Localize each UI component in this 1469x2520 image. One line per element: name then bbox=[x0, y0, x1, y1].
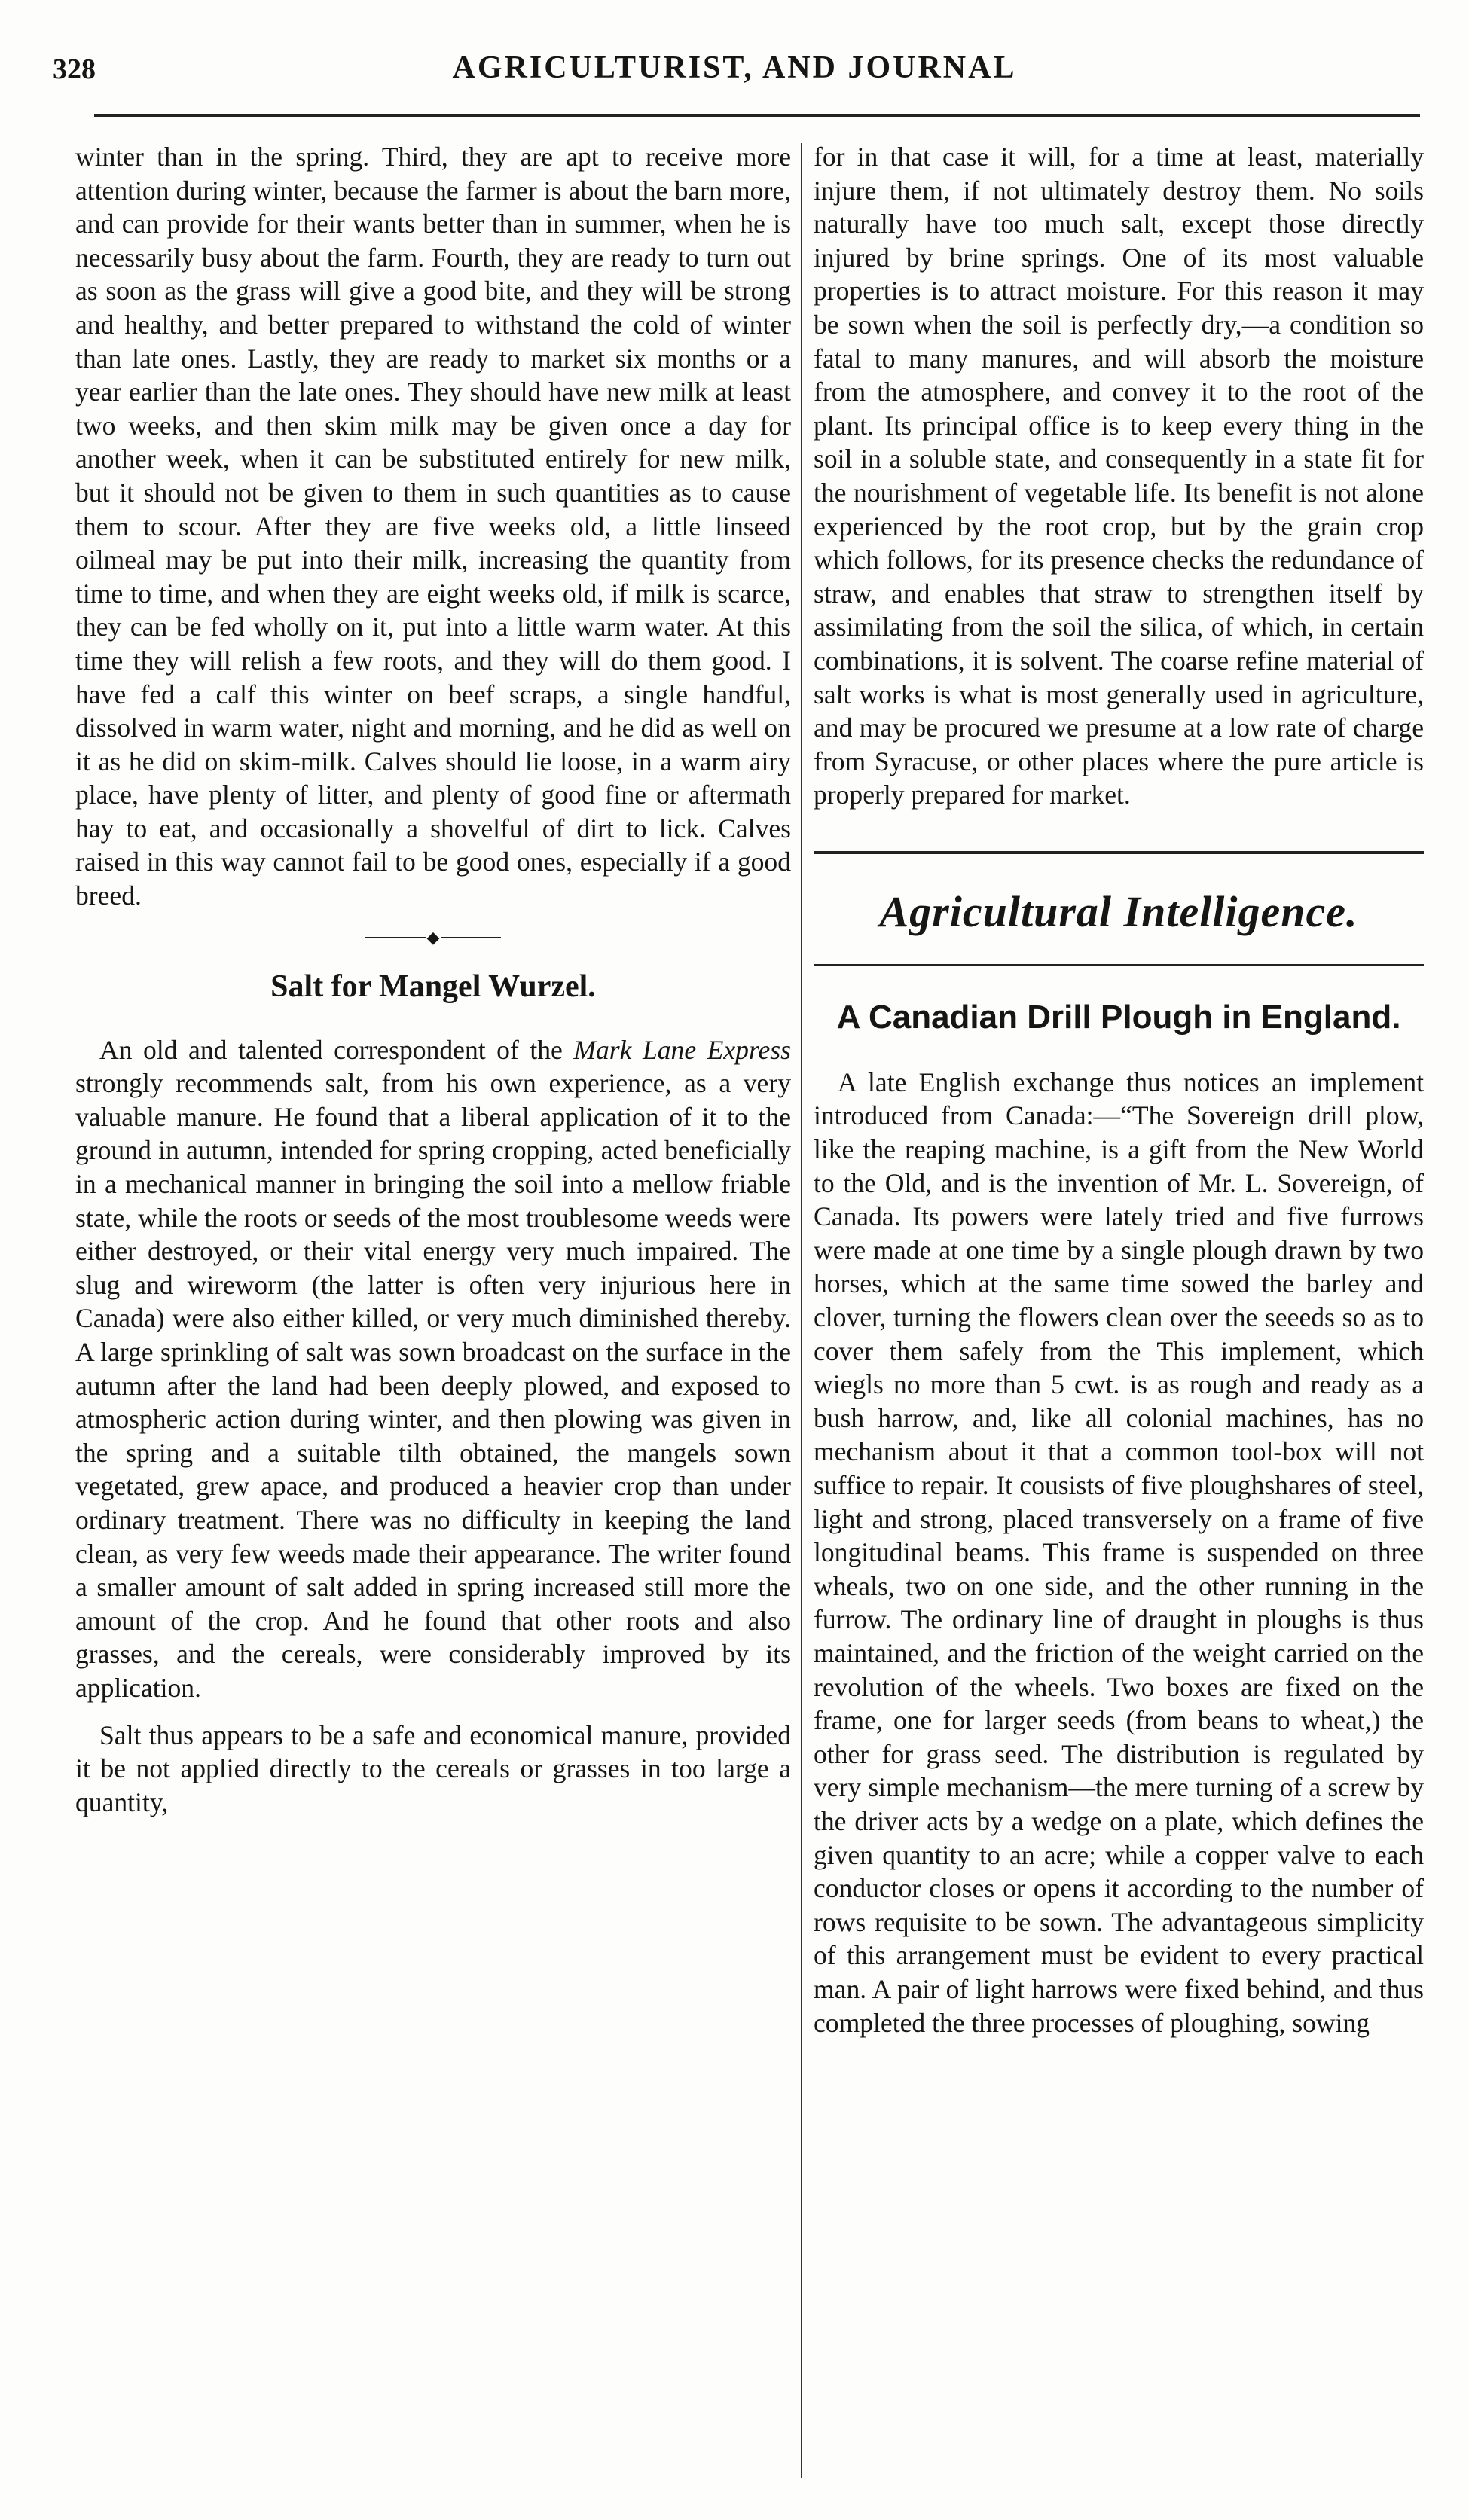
page-number: 328 bbox=[53, 53, 96, 85]
article-title-drill-plough: A Canadian Drill Plough in England. bbox=[836, 998, 1401, 1036]
divider-line-right bbox=[441, 937, 501, 938]
page-header bbox=[53, 47, 1416, 99]
paragraph-salt-conclusion: Salt thus appears to be a safe and economical manure, provided it be not applied directly to the cereals or grasses in too large a quantity, bbox=[75, 1719, 791, 1817]
article-divider bbox=[75, 929, 791, 946]
publication-name: Mark Lane Express bbox=[573, 1034, 791, 1065]
running-title: AGRICULTURIST, AND JOURNAL bbox=[452, 50, 1017, 85]
paragraph-salt-continued: for in that case it will, for a time at least, materially injure them, if not ultimately destroy them. No soils naturally have too much salt, except those directly injured by brine springs. One of its most valuable properties is to attract moisture. For this reason it may be sown when the soil is perfectly dry,—a condition so fatal to many manures, and will absorb the moisture from the atmosphere, and convey it to the root of the plant. Its principal office is to keep every thing in the soil in a soluble state, and consequently in a state fit for the nourishment of vegetable life. Its benefit is not alone experienced by the root crop, but by the grain crop which follows, for its presence checks the redundance of straw, and enables that straw to strengthen itself by assimilating from the soil the silica, of which, in certain combinations, it is solvent. The coarse refine material of salt works is what is most generally used in agriculture, and may be procured we presume at a low rate of charge from Syracuse, or other places where the pure article is properly prepared for market. bbox=[814, 142, 1424, 810]
column-divider bbox=[801, 143, 802, 2478]
paragraph-salt-lead: An old and talented correspondent of the bbox=[99, 1034, 574, 1065]
right-column bbox=[814, 140, 1424, 2482]
left-column bbox=[75, 140, 791, 2482]
header-rule bbox=[94, 114, 1420, 117]
section-title: Agricultural Intelligence. bbox=[879, 886, 1358, 936]
paragraph-salt-intro bbox=[75, 1033, 791, 1705]
divider-line-left bbox=[365, 937, 426, 938]
section-rule-top bbox=[814, 851, 1424, 854]
paragraph-calves: winter than in the spring. Third, they are apt to receive more attention during winter, because the farmer is about the barn more, and can provide for their wants better than in summer, when he is necessarily busy about the farm. Fourth, they are ready to turn out as soon as the grass will give a good bite, and they will be strong and healthy, and better prepared to withstand the cold of winter than late ones. Lastly, they are ready to market six months or a year earlier than the late ones. They should have new milk at least two weeks, and then skim milk may be given once a day for another week, when it can be substituted entirely for new milk, but it should not be given to them in such quantities as to cause them to scour. After they are five weeks old, a little linseed oilmeal may be put into their milk, increasing the quantity from time to time, and when they are eight weeks old, if milk is scarce, they can be fed wholly on it, put into a little warm water. At this time they will relish a few roots, and they will do them good. I have fed a calf this winter on beef scraps, a single handful, dissolved in warm water, night and morning, and he did as well on it as he did on skim-milk. Calves should lie loose, in a warm airy place, have plenty of litter, and plenty of good fine or aftermath hay to eat, and occasionally a shovelful of dirt to lick. Calves raised in this way cannot fail to be good ones, especially if a good breed. bbox=[75, 142, 791, 911]
divider-diamond: ◆ bbox=[426, 927, 440, 947]
paragraph-salt-body: strongly recommends salt, from his own experience, as a very valuable manure. He found that a liberal application of it to the ground in autumn, intended for spring cropping, acted beneficially in a mechanical manner in bringing the soil into a mellow friable state, while the roots or seeds of the most troublesome weeds were either destroyed, or their vital energy very much impaired. The slug and wireworm (the latter is often very injurious here in Canada) were also either killed, or very much diminished thereby. A large sprinkling of salt was sown broadcast on the surface in the autumn after the land had been deeply plowed, and exposed to atmospheric action during winter, and then plowing was given in the spring and a suitable tilth obtained, the mangels sown vegetated, grew apace, and produced a heavier crop than under ordinary treatment. There was no difficulty in keeping the land clean, as very few weeds made their appearance. The writer found a smaller amount of salt added in spring increased still more the amount of the crop. And he found that other roots and also grasses, and the cereals, were considerably improved by its application. bbox=[75, 1068, 791, 1703]
paragraph-drill-plough: A late English exchange thus notices an implement introduced from Canada:—“The Sovereign drill plow, like the reaping machine, is a gift from the New World to the Old, and is the invention of Mr. L. Sovereign, of Canada. Its powers were lately tried and five furrows were made at one time by a single plough drawn by two horses, which at the same time sowed the barley and clover, turning the flowers clean over the seeeds so as to cover them safely from the This implement, which wiegls no more than 5 cwt. is as rough and ready as a bush harrow, and, like all colonial machines, has no mechanism about it that a common tool-box will not suffice to repair. It cousists of five ploughshares of steel, light and strong, placed transversely on a frame of five longitudinal beams. This frame is suspended on three wheals, two on one side, and the other running in the furrow. The ordinary line of draught in ploughs is thus maintained, and the friction of the weight carried on the revolution of the wheels. Two boxes are fixed on the frame, one for larger seeds (from beans to wheat,) the other for grass seed. The distribution is regulated by very simple mechanism—the mere turning of a screw by the driver acts by a wedge on a plate, which defines the given quantity to an acre; while a copper valve to each conductor closes or opens it according to the number of rows requisite to be sown. The advantageous simplicity of this arrangement must be evident to every practical man. A pair of light harrows were fixed behind, and thus completed the three processes of ploughing, sowing bbox=[814, 1066, 1424, 2038]
article-title-salt: Salt for Mangel Wurzel. bbox=[270, 969, 596, 1004]
section-rule-bottom bbox=[814, 964, 1424, 966]
